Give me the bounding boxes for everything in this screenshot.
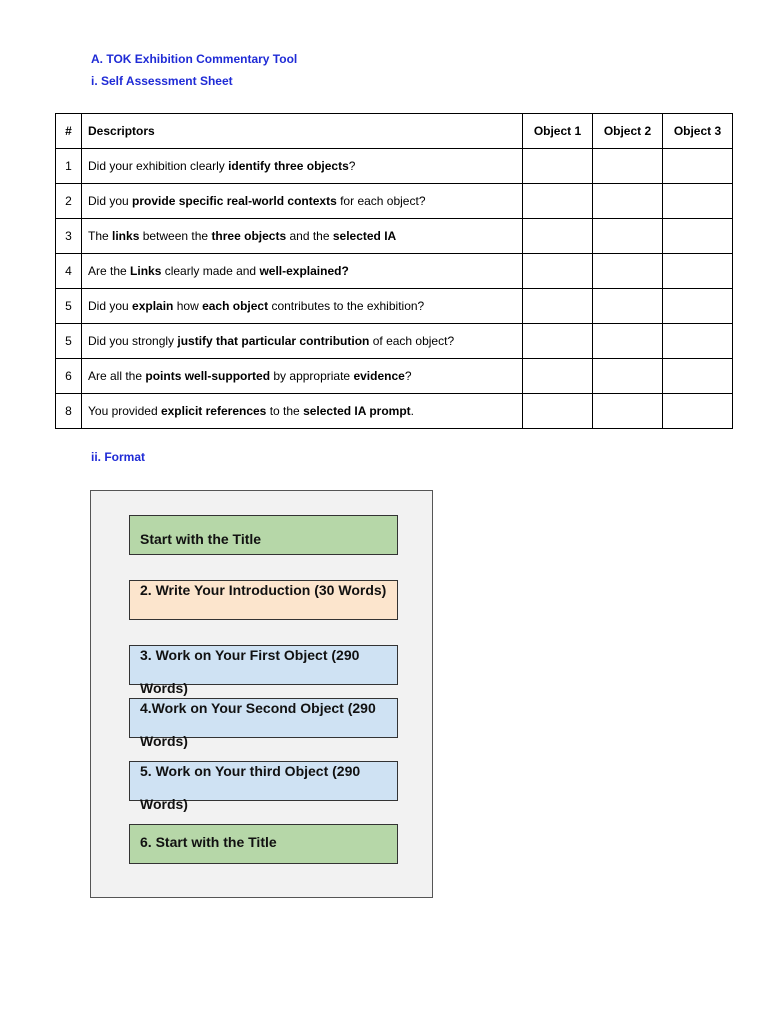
- object-3-cell[interactable]: [663, 149, 733, 184]
- object-3-cell[interactable]: [663, 359, 733, 394]
- descriptor-text: contributes to the exhibition?: [268, 299, 425, 313]
- table-row: [56, 394, 733, 429]
- object-2-cell[interactable]: [593, 219, 663, 254]
- descriptor-text: Did you strongly: [88, 334, 178, 348]
- object-3-cell[interactable]: [663, 289, 733, 324]
- descriptor-text: Are the: [88, 264, 131, 278]
- descriptor-text: ?: [404, 369, 412, 383]
- object-1-cell[interactable]: [523, 324, 593, 359]
- row-number: 1: [56, 149, 82, 184]
- table-row: [56, 324, 733, 359]
- format-step-label: 6. Start with the Title: [140, 834, 277, 850]
- format-step-label: 2. Write Your Introduction (30 Words): [140, 582, 387, 598]
- header-object-3: Object 3: [663, 114, 733, 149]
- descriptor-emphasis: selected IA prompt: [303, 404, 411, 418]
- table-row: [56, 254, 733, 289]
- descriptor-text: .: [410, 404, 414, 418]
- row-number: 3: [56, 219, 82, 254]
- section-title-format: ii. Format: [91, 450, 146, 464]
- table-row: [56, 359, 733, 394]
- descriptor-text: ?: [348, 159, 356, 173]
- row-descriptor: [82, 289, 523, 324]
- descriptor-text: Did you: [88, 194, 133, 208]
- object-1-cell[interactable]: [523, 219, 593, 254]
- row-descriptor: [82, 184, 523, 219]
- format-step-third-object: [129, 761, 398, 812]
- header-object-2: Object 2: [593, 114, 663, 149]
- descriptor-text: of each object?: [369, 334, 455, 348]
- row-number: 8: [56, 394, 82, 429]
- descriptor-text: clearly made and: [161, 264, 260, 278]
- object-1-cell[interactable]: [523, 184, 593, 219]
- descriptor-text: Are all the: [88, 369, 146, 383]
- object-2-cell[interactable]: [593, 324, 663, 359]
- descriptor-text: to the: [266, 404, 304, 418]
- object-3-cell[interactable]: [663, 394, 733, 429]
- row-descriptor: [82, 359, 523, 394]
- row-number: 5: [56, 324, 82, 359]
- header-descriptors: Descriptors: [82, 114, 523, 149]
- object-2-cell[interactable]: [593, 359, 663, 394]
- descriptor-emphasis: well-explained?: [259, 264, 349, 278]
- row-descriptor: [82, 394, 523, 429]
- row-descriptor: [82, 324, 523, 359]
- object-2-cell[interactable]: [593, 149, 663, 184]
- row-number: 2: [56, 184, 82, 219]
- table-row: [56, 149, 733, 184]
- row-descriptor: [82, 254, 523, 289]
- table-row: [56, 289, 733, 324]
- format-panel: [90, 490, 433, 898]
- row-number: 4: [56, 254, 82, 289]
- format-step-first-object: [129, 645, 398, 696]
- descriptor-emphasis: explicit references: [160, 404, 267, 418]
- format-step-title: [129, 515, 398, 555]
- descriptor-emphasis: explain: [132, 299, 174, 313]
- object-3-cell[interactable]: [663, 254, 733, 289]
- table-row: [56, 219, 733, 254]
- descriptor-text: and the: [286, 229, 333, 243]
- object-2-cell[interactable]: [593, 254, 663, 289]
- table-row: [56, 184, 733, 219]
- format-step-second-object: [129, 698, 398, 749]
- descriptor-emphasis: selected IA: [332, 229, 397, 243]
- object-1-cell[interactable]: [523, 359, 593, 394]
- row-descriptor: [82, 219, 523, 254]
- descriptor-emphasis: Links: [130, 264, 162, 278]
- format-step-final-title: [129, 824, 398, 864]
- descriptor-emphasis: justify that particular contribution: [177, 334, 370, 348]
- descriptor-emphasis: provide specific real-world contexts: [132, 194, 337, 208]
- descriptor-text: how: [173, 299, 203, 313]
- format-step-introduction: [129, 580, 398, 620]
- format-step-label: 5. Work on Your third Object (290 Words): [140, 763, 361, 812]
- row-number: 5: [56, 289, 82, 324]
- header-number: #: [56, 114, 82, 149]
- descriptor-emphasis: each object: [202, 299, 269, 313]
- object-3-cell[interactable]: [663, 324, 733, 359]
- object-2-cell[interactable]: [593, 289, 663, 324]
- descriptor-emphasis: identify three objects: [228, 159, 349, 173]
- object-1-cell[interactable]: [523, 394, 593, 429]
- document-title: A. TOK Exhibition Commentary Tool: [91, 52, 298, 66]
- descriptor-text: The: [88, 229, 113, 243]
- descriptor-emphasis: points well-supported: [145, 369, 271, 383]
- object-1-cell[interactable]: [523, 289, 593, 324]
- descriptor-emphasis: evidence: [353, 369, 405, 383]
- object-3-cell[interactable]: [663, 184, 733, 219]
- object-1-cell[interactable]: [523, 149, 593, 184]
- table-header-row: [56, 114, 733, 149]
- descriptor-text: Did you: [88, 299, 133, 313]
- object-1-cell[interactable]: [523, 254, 593, 289]
- self-assessment-table: [55, 113, 733, 429]
- object-2-cell[interactable]: [593, 184, 663, 219]
- descriptor-text: You provided: [88, 404, 161, 418]
- format-step-label: 3. Work on Your First Object (290 Words): [140, 647, 360, 696]
- section-title-self-assessment: i. Self Assessment Sheet: [91, 74, 233, 88]
- descriptor-text: Did your exhibition clearly: [88, 159, 229, 173]
- row-descriptor: [82, 149, 523, 184]
- descriptor-emphasis: three objects: [211, 229, 287, 243]
- descriptor-text: between the: [139, 229, 212, 243]
- descriptor-emphasis: links: [112, 229, 140, 243]
- header-object-1: Object 1: [523, 114, 593, 149]
- descriptor-text: by appropriate: [270, 369, 354, 383]
- format-step-label: 4.Work on Your Second Object (290 Words): [140, 700, 376, 749]
- row-number: 6: [56, 359, 82, 394]
- descriptor-text: for each object?: [336, 194, 426, 208]
- object-3-cell[interactable]: [663, 219, 733, 254]
- format-step-label: Start with the Title: [140, 531, 262, 547]
- object-2-cell[interactable]: [593, 394, 663, 429]
